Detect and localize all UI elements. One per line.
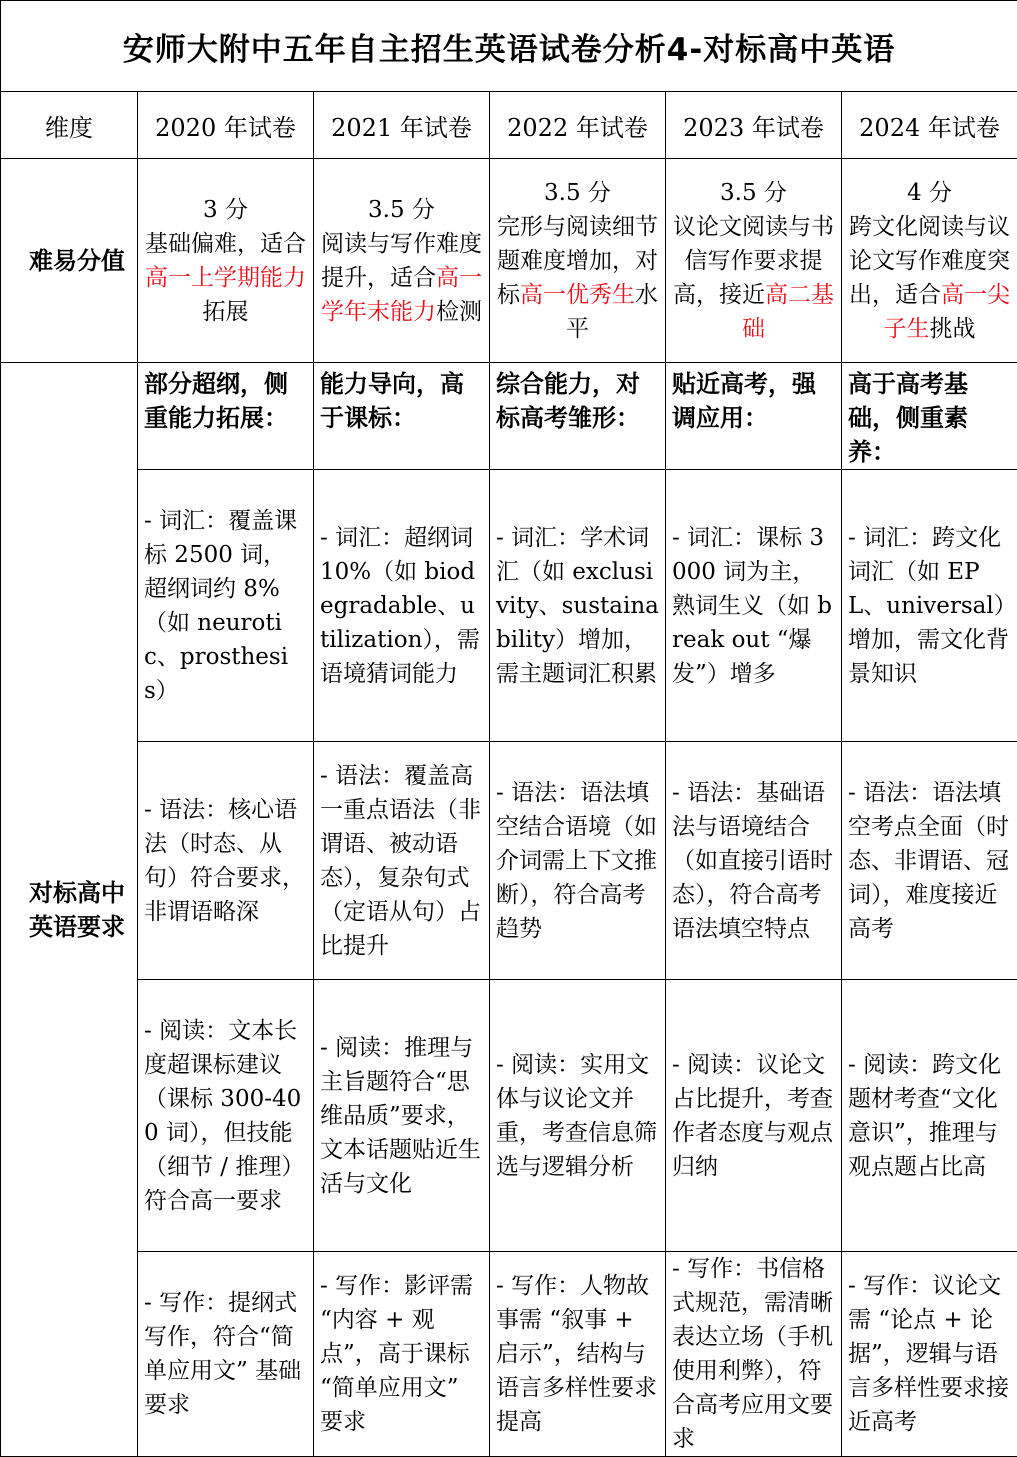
grammar-2023: - 语法：基础语法与语境结合（如直接引语时态），符合高考语法填空特点 (666, 742, 842, 980)
points-value: 3.5 分 (320, 193, 483, 227)
difficulty-text-end: 检测 (436, 299, 482, 325)
grammar-row (1, 742, 1017, 980)
grammar-2022: - 语法：语法填空结合语境（如介词需上下文推断），符合高考趋势 (490, 742, 666, 980)
reading-2024: - 阅读：跨文化题材考查“文化意识”，推理与观点题占比高 (842, 980, 1017, 1252)
level-highlight: 高一学年末能力 (321, 265, 482, 325)
title-row (1, 1, 1017, 92)
vocabulary-2022: - 词汇：学术词汇（如 exclusivity、sustainability）增加，需主题词汇积累 (490, 470, 666, 742)
writing-2023: - 写作：书信格式规范，需清晰表达立场（手机使用利弊），符合高考应用文要求 (666, 1252, 842, 1457)
difficulty-cell-2024 (842, 159, 1017, 363)
grammar-2024: - 语法：语法填空考点全面（时态、非谓语、冠词），难度接近高考 (842, 742, 1017, 980)
difficulty-text: 议论文阅读与书信写作要求提高，接近 (673, 214, 834, 308)
difficulty-cell-2023 (666, 159, 842, 363)
writing-row (1, 1252, 1017, 1457)
grammar-2021: - 语法：覆盖高一重点语法（非谓语、被动语态），复杂句式（定语从句）占比提升 (314, 742, 490, 980)
points-value: 3.5 分 (672, 176, 835, 210)
vocabulary-2024: - 词汇：跨文化词汇（如 EPL、universal）增加，需文化背景知识 (842, 470, 1017, 742)
vocabulary-2021: - 词汇：超纲词 10%（如 biodegradable、utilization），需语境猜词能力 (314, 470, 490, 742)
summary-2024: 高于高考基础，侧重素养： (842, 363, 1017, 470)
standards-label: 对标高中英语要求 (1, 363, 138, 1457)
writing-2024: - 写作：议论文需 “论点 + 论据”，逻辑与语言多样性要求接近高考 (842, 1252, 1017, 1457)
difficulty-text: 完形与阅读细节题难度增加，对标 (497, 214, 658, 308)
difficulty-row (1, 159, 1017, 363)
summary-2021: 能力导向，高于课标： (314, 363, 490, 470)
summary-2020: 部分超纲，侧重能力拓展： (138, 363, 314, 470)
reading-2020: - 阅读：文本长度超课标建议（课标 300-400 词），但技能（细节 / 推理）符合高一要求 (138, 980, 314, 1252)
points-value: 3 分 (144, 193, 307, 227)
reading-2022: - 阅读：实用文体与议论文并重，考查信息筛选与逻辑分析 (490, 980, 666, 1252)
difficulty-text: 基础偏难，适合 (145, 231, 306, 257)
grammar-2020: - 语法：核心语法（时态、从句）符合要求，非谓语略深 (138, 742, 314, 980)
points-value: 3.5 分 (496, 176, 659, 210)
vocabulary-row (1, 470, 1017, 742)
vocabulary-2020: - 词汇：覆盖课标 2500 词，超纲词约 8%（如 neurotic、prosthesis） (138, 470, 314, 742)
header-year-2021: 2021 年试卷 (314, 92, 490, 159)
difficulty-text: 跨文化阅读与议论文写作难度突出，适合 (849, 214, 1010, 308)
difficulty-cell-2021 (314, 159, 490, 363)
difficulty-text-end: 水平 (566, 282, 658, 342)
level-highlight: 高二基础 (742, 282, 834, 342)
header-dimension: 维度 (1, 92, 138, 159)
header-row (1, 92, 1017, 159)
header-year-2023: 2023 年试卷 (666, 92, 842, 159)
reading-2023: - 阅读：议论文占比提升，考查作者态度与观点归纳 (666, 980, 842, 1252)
writing-2021: - 写作：影评需 “内容 + 观点”，高于课标 “简单应用文” 要求 (314, 1252, 490, 1457)
difficulty-cell-2022 (490, 159, 666, 363)
difficulty-text-end: 挑战 (930, 316, 976, 342)
difficulty-label: 难易分值 (1, 159, 138, 363)
page-title: 安师大附中五年自主招生英语试卷分析4-对标高中英语 (1, 1, 1017, 92)
writing-2022: - 写作：人物故事需 “叙事 + 启示”，结构与语言多样性要求提高 (490, 1252, 666, 1457)
writing-2020: - 写作：提纲式写作，符合“简单应用文” 基础要求 (138, 1252, 314, 1457)
reading-row (1, 980, 1017, 1252)
level-highlight: 高一尖子生 (884, 282, 1011, 342)
difficulty-cell-2020 (138, 159, 314, 363)
reading-2021: - 阅读：推理与主旨题符合“思维品质”要求，文本话题贴近生活与文化 (314, 980, 490, 1252)
summary-2023: 贴近高考，强调应用： (666, 363, 842, 470)
level-highlight: 高一优秀生 (520, 282, 635, 308)
summary-row (1, 363, 1017, 470)
level-highlight: 高一上学期能力 (145, 265, 306, 291)
header-year-2022: 2022 年试卷 (490, 92, 666, 159)
header-year-2024: 2024 年试卷 (842, 92, 1017, 159)
vocabulary-2023: - 词汇：课标 3000 词为主，熟词生义（如 break out “爆发”）增多 (666, 470, 842, 742)
difficulty-text: 阅读与写作难度提升，适合 (321, 231, 482, 291)
summary-2022: 综合能力，对标高考雏形： (490, 363, 666, 470)
points-value: 4 分 (848, 176, 1011, 210)
header-year-2020: 2020 年试卷 (138, 92, 314, 159)
difficulty-text-end: 拓展 (203, 299, 249, 325)
